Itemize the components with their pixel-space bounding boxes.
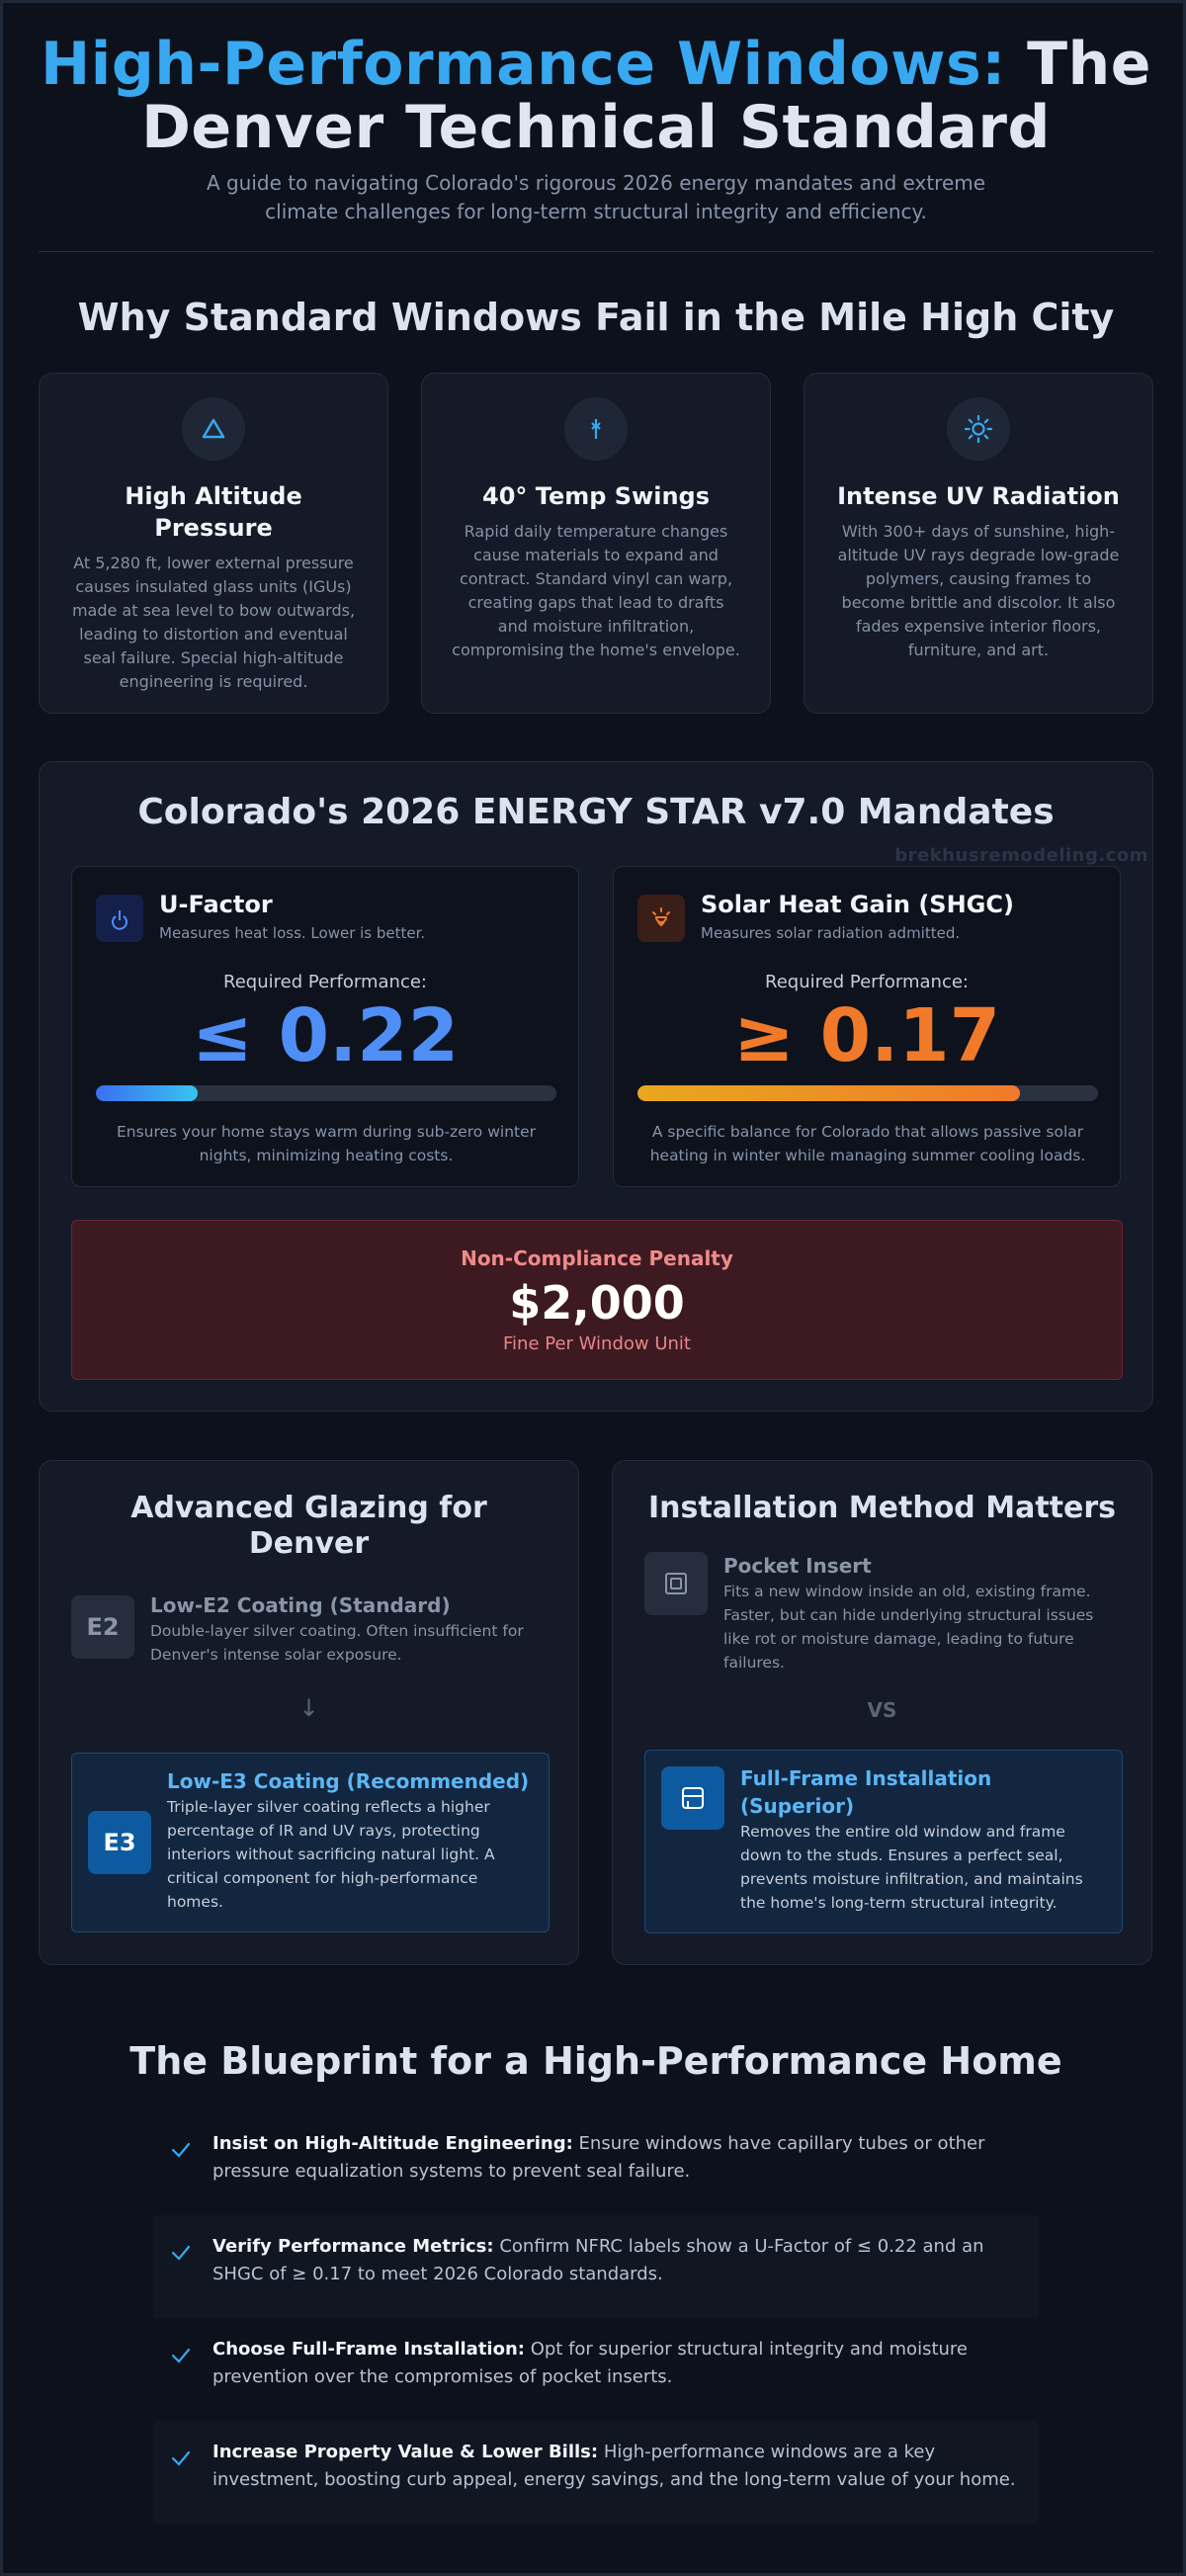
penalty-label: Non-Compliance Penalty	[461, 1246, 733, 1270]
page-subtitle: A guide to navigating Colorado's rigorous 2026 energy mandates and extreme climate challenges for long-term structural integrity and efficiency.	[206, 171, 986, 223]
option-full-frame	[644, 1750, 1123, 1933]
list-item-detail: Opt for superior structural integrity and moisture prevention over the compromises of pocket inserts.	[212, 2339, 968, 2387]
option-name: Pocket Insert	[723, 1554, 872, 1578]
check-icon	[169, 2138, 193, 2162]
thermometer-icon	[564, 397, 628, 461]
list-item	[153, 2318, 1039, 2421]
header-divider	[39, 251, 1153, 252]
list-item-bold: Increase Property Value & Lower Bills:	[212, 2442, 599, 2462]
watermark: brekhusremodeling.com	[894, 845, 1148, 866]
fail-card-text: At 5,280 ft, lower external pressure causes insulated glass units (IGUs) made at sea level to bow outwards, leading to distortion and eventual seal failure. Special high-altitude engineering is required.	[71, 554, 356, 691]
penalty-sub: Fine Per Window Unit	[503, 1333, 691, 1354]
metric-desc: Measures solar radiation admitted.	[701, 924, 961, 942]
e2-badge: E2	[71, 1595, 134, 1659]
metric-shgc	[613, 866, 1121, 1187]
metric-req-label: Required Performance:	[765, 972, 969, 992]
option-desc: Double-layer silver coating. Often insufficient for Denver's intense solar exposure.	[150, 1622, 524, 1664]
sun-icon	[947, 397, 1010, 461]
check-icon	[169, 2344, 193, 2367]
metric-name: U-Factor	[159, 891, 273, 918]
list-item-bold: Choose Full-Frame Installation:	[212, 2339, 525, 2360]
fail-card-text: Rapid daily temperature changes cause materials to expand and contract. Standard vinyl can warp, creating gaps that lead to drafts and moisture infiltration, compromising the home's envelope.	[452, 522, 740, 659]
list-item-text	[212, 2130, 1021, 2186]
metric-value: ≥ 0.17	[732, 993, 1001, 1078]
metric-bar-fill	[96, 1085, 198, 1101]
metric-note: A specific balance for Colorado that allows passive solar heating in winter while managing summer cooling loads.	[649, 1123, 1086, 1164]
option-name: Full-Frame Installation (Superior)	[740, 1766, 992, 1818]
metric-req-label: Required Performance:	[223, 972, 427, 992]
installation-heading: Installation Method Matters	[647, 1491, 1116, 1525]
penalty-box	[71, 1220, 1123, 1380]
metric-bar	[637, 1085, 1098, 1101]
fail-card-temp	[421, 373, 771, 714]
fail-card-title: High Altitude Pressure	[125, 482, 302, 542]
mandates-section	[39, 761, 1153, 1412]
list-item	[153, 2112, 1039, 2215]
penalty-value: $2,000	[509, 1276, 685, 1330]
arrow-down-icon: ↓	[298, 1694, 319, 1722]
header	[39, 30, 1153, 226]
list-item	[153, 2215, 1039, 2318]
list-item-text	[212, 2336, 1021, 2391]
list-item-detail: High-performance windows are a key investment, boosting curb appeal, energy savings, and the long-term value of your home.	[212, 2442, 1016, 2490]
triangle-icon	[182, 397, 245, 461]
list-item-bold: Verify Performance Metrics:	[212, 2236, 494, 2257]
window-replace-icon	[661, 1766, 724, 1830]
mandates-heading: Colorado's 2026 ENERGY STAR v7.0 Mandates	[137, 792, 1055, 832]
blueprint-heading: The Blueprint for a High-Performance Home	[129, 2039, 1062, 2083]
list-item-detail: Confirm NFRC labels show a U-Factor of ≤ 0.22 and an SHGC of ≥ 0.17 to meet 2026 Colorado standards.	[212, 2236, 984, 2284]
metric-desc: Measures heat loss. Lower is better.	[159, 924, 426, 942]
fail-card-uv	[804, 373, 1153, 714]
fail-card-title: Intense UV Radiation	[837, 482, 1120, 510]
installation-panel	[612, 1460, 1152, 1965]
option-desc: Removes the entire old window and frame down to the studs. Ensures a perfect seal, prevents moisture infiltration, and maintains the home's long-term structural integrity.	[740, 1823, 1083, 1912]
fail-card-altitude	[39, 373, 388, 714]
option-low-e3	[71, 1753, 550, 1932]
vs-label: VS	[867, 1698, 897, 1722]
why-heading: Why Standard Windows Fail in the Mile High City	[77, 296, 1115, 339]
thermostat-icon	[96, 895, 143, 942]
sun-down-icon	[637, 895, 685, 942]
list-item-bold: Insist on High-Altitude Engineering:	[212, 2133, 573, 2154]
option-pocket-insert	[644, 1552, 1123, 1680]
metric-bar-fill	[637, 1085, 1020, 1101]
option-name: Low-E3 Coating (Recommended)	[167, 1769, 530, 1793]
metric-note: Ensures your home stays warm during sub-zero winter nights, minimizing heating costs.	[116, 1123, 537, 1164]
list-item-text	[212, 2233, 1021, 2288]
glazing-heading: Advanced Glazing for Denver	[130, 1491, 487, 1561]
blueprint-list	[153, 2112, 1039, 2524]
option-desc: Triple-layer silver coating reflects a higher percentage of IR and UV rays, protecting interiors without sacrificing natural light. A critical component for high-performance homes.	[167, 1798, 495, 1911]
page-title	[39, 30, 1153, 162]
option-low-e2	[71, 1595, 550, 1684]
metric-name: Solar Heat Gain (SHGC)	[701, 891, 1014, 918]
option-name: Low-E2 Coating (Standard)	[150, 1593, 451, 1617]
metric-value: ≤ 0.22	[191, 993, 460, 1078]
title-accent: High-Performance Windows:	[41, 30, 1006, 99]
metric-bar	[96, 1085, 556, 1101]
check-icon	[169, 2241, 193, 2265]
option-desc: Fits a new window inside an old, existing frame. Faster, but can hide underlying structural issues like rot or moisture damage, leading to future failures.	[723, 1583, 1094, 1672]
window-frame-icon	[644, 1552, 708, 1615]
fail-card-text: With 300+ days of sunshine, high-altitude UV rays degrade low-grade polymers, causing frames to become brittle and discolor. It also fades expensive interior floors, furniture, and art.	[837, 522, 1120, 659]
list-item	[153, 2421, 1039, 2524]
check-icon	[169, 2447, 193, 2470]
title-rest: The Denver Technical Standard	[141, 30, 1151, 162]
glazing-panel	[39, 1460, 579, 1965]
fail-card-title: 40° Temp Swings	[482, 482, 710, 510]
e3-badge: E3	[88, 1811, 151, 1874]
list-item-text	[212, 2439, 1021, 2494]
list-item-detail: Ensure windows have capillary tubes or other pressure equalization systems to prevent seal failure.	[212, 2133, 985, 2182]
metric-u-factor	[71, 866, 579, 1187]
